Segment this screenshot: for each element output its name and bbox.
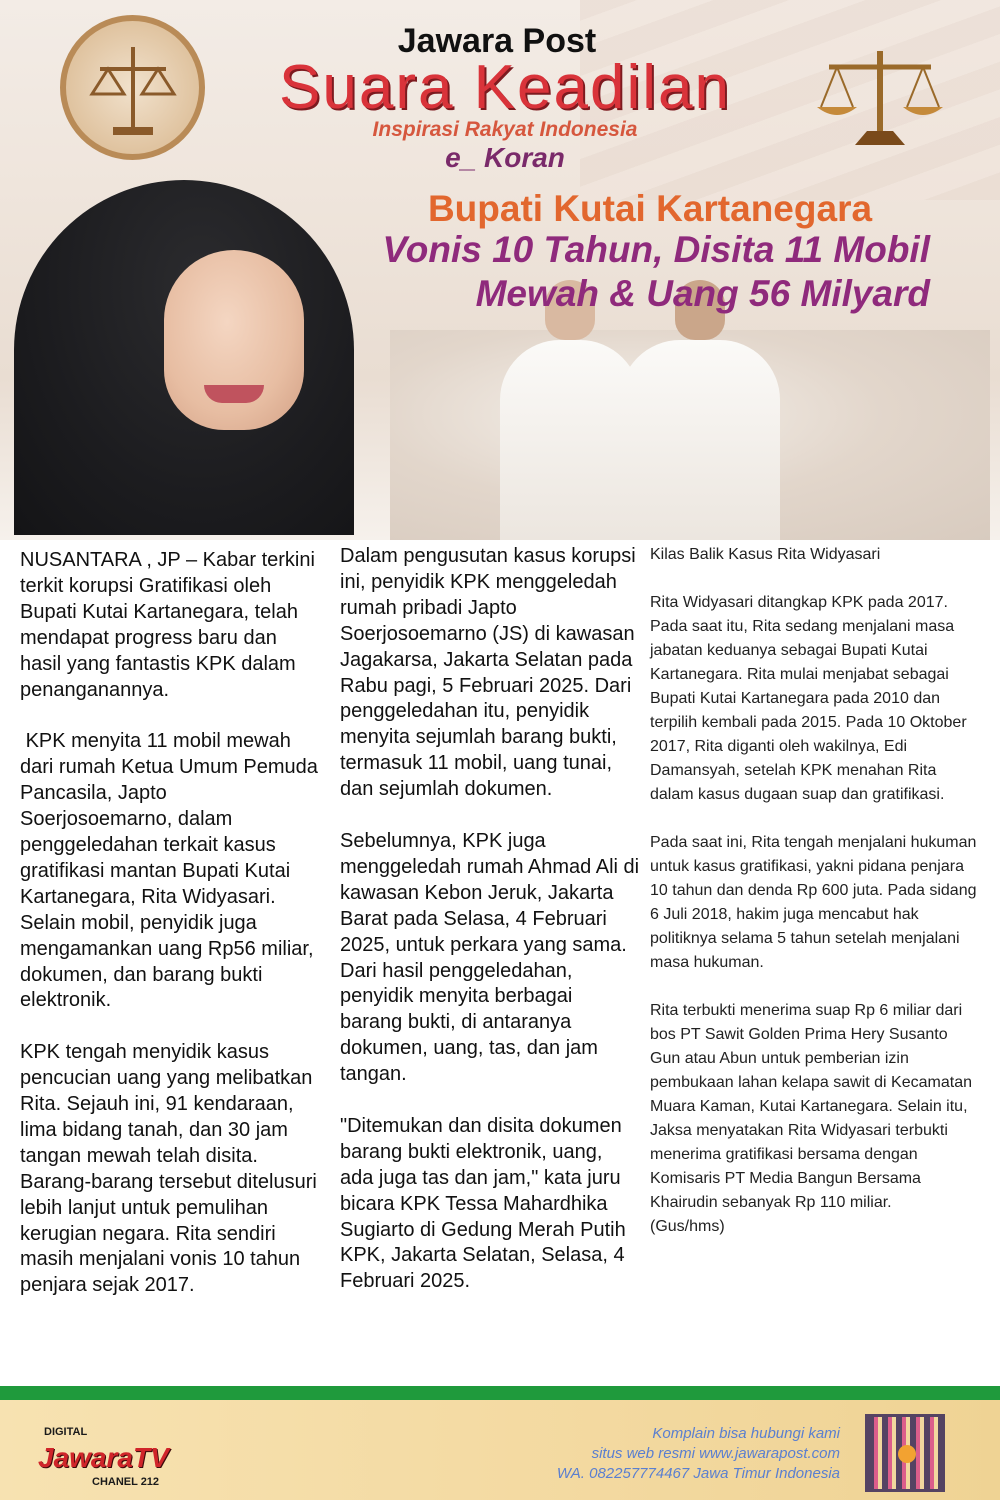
qr-code-icon: [865, 1414, 945, 1492]
hero-banner: [0, 0, 1000, 540]
tv-logo-name: JawaraTV: [38, 1442, 169, 1473]
jawara-tv-logo: [32, 1414, 222, 1494]
lady-justice-emblem-icon: [60, 15, 205, 160]
edition-label: e_ Koran: [445, 142, 565, 173]
masthead-tagline: Inspirasi Rakyat Indonesia: [372, 118, 638, 141]
masthead-title: Suara Keadilan: [279, 53, 731, 122]
brand-name: Jawara Post: [397, 22, 597, 60]
contact-line-complaint: Komplain bisa hubungi kami: [652, 1425, 840, 1442]
portrait-photo: [14, 180, 354, 535]
contact-line-whatsapp: WA. 082257774467 Jawa Timur Indonesia: [556, 1465, 840, 1482]
tv-logo-channel: CHANEL 212: [92, 1476, 160, 1488]
article-column-3: Kilas Balik Kasus Rita Widyasari Rita Widyasari ditangkap KPK pada 2017. Pada saat itu, Rita sedang menjalani masa jabatan keduanya sebagai Bupati Kutai Kartanegara. Rita mulai menjabat sebagai Bupati Kutai Kartanegara pada 2010 dan terpilih kembali pada 2015. Pada 10 Oktober 2017, Rita diganti oleh wakilnya, Edi Damansyah, setelah KPK menahan Rita dalam kasus dugaan suap dan gratifikasi. Pada saat ini, Rita tengah menjalani hukuman untuk kasus gratifikasi, yakni pidana penjara 10 tahun dan denda Rp 600 juta. Pada sidang 6 Juli 2018, hakim juga mencabut hak politiknya selama 5 tahun setelah menjalani masa hukuman. Rita terbukti menerima suap Rp 6 miliar dari bos PT Sawit Golden Prima Hery Susanto Gun atau Abun untuk pemberian izin pembukaan lahan kelapa sawit di Kecamatan Muara Kaman, Kutai Kartanegara. Selain itu, Jaksa menyatakan Rita Widyasari terbukti menerima gratifikasi bersama dengan Komisaris PT Media Bangun Bersama Khairudin sebanyak Rp 110 miliar. (Gus/hms): [650, 546, 977, 1235]
contact-info: [500, 1424, 840, 1484]
article-column-1: NUSANTARA , JP – Kabar terkini terkit korupsi Gratifikasi oleh Bupati Kutai Kartanegara, telah mendapat progress baru dan hasil yang fantastis KPK dalam penanganannya. KPK menyita 11 mobil mewah dari rumah Ketua Umum Pemuda Pancasila, Japto Soerjosoemarno, dalam penggeledahan terkait kasus gratifikasi mantan Bupati Kutai Kartanegara, Rita Widyasari. Selain mobil, penyidik juga mengamankan uang Rp56 miliar, dokumen, dan barang bukti elektronik. KPK tengah menyidik kasus pencucian uang yang melibatkan Rita. Sejauh ini, 91 kendaraan, lima bidang tanah, dan 30 jam tangan mewah telah disita. Barang-barang tersebut ditelusuri lebih lanjut untuk pemulihan kerugian negara. Rita sendiri masih menjalani vonis 10 tahun penjara sejak 2017.: [20, 549, 318, 1297]
justice-scales-icon: [815, 45, 945, 150]
official-figure-left: [500, 340, 640, 540]
footer: [0, 1400, 1000, 1500]
contact-line-website[interactable]: situs web resmi www.jawarapost.com: [591, 1445, 840, 1462]
official-figure-right: [620, 340, 780, 540]
tv-logo-digital: DIGITAL: [44, 1426, 88, 1438]
article-column-2: Dalam pengusutan kasus korupsi ini, penyidik KPK menggeledah rumah pribadi Japto Soerjosoemarno (JS) di kawasan Jagakarsa, Jakarta Selatan pada Rabu pagi, 5 Februari 2025. Dari penggeledahan itu, penyidik menyita sejumlah barang bukti, termasuk 11 mobil, uang tunai, dan sejumlah dokumen. Sebelumnya, KPK juga menggeledah rumah Ahmad Ali di kawasan Kebon Jeruk, Jakarta Barat pada Selasa, 4 Februari 2025, untuk perkara yang sama. Dari hasil penggeledahan, penyidik menyita berbagai barang bukti, di antaranya dokumen, uang, tas, dan jam tangan. "Ditemukan dan disita dokumen barang bukti elektronik, uang, ada juga tas dan jam," kata juru bicara KPK Tessa Mahardhika Sugiarto di Gedung Merah Putih KPK, Jakarta Selatan, Selasa, 4 Februari 2025.: [340, 545, 640, 1293]
officials-photo: [390, 330, 990, 540]
headline-secondary: Vonis 10 Tahun, Disita 11 Mobil Mewah & Uang 56 Milyard: [382, 229, 930, 314]
headline-primary: Bupati Kutai Kartanegara: [427, 188, 873, 229]
footer-divider: [0, 1386, 1000, 1400]
